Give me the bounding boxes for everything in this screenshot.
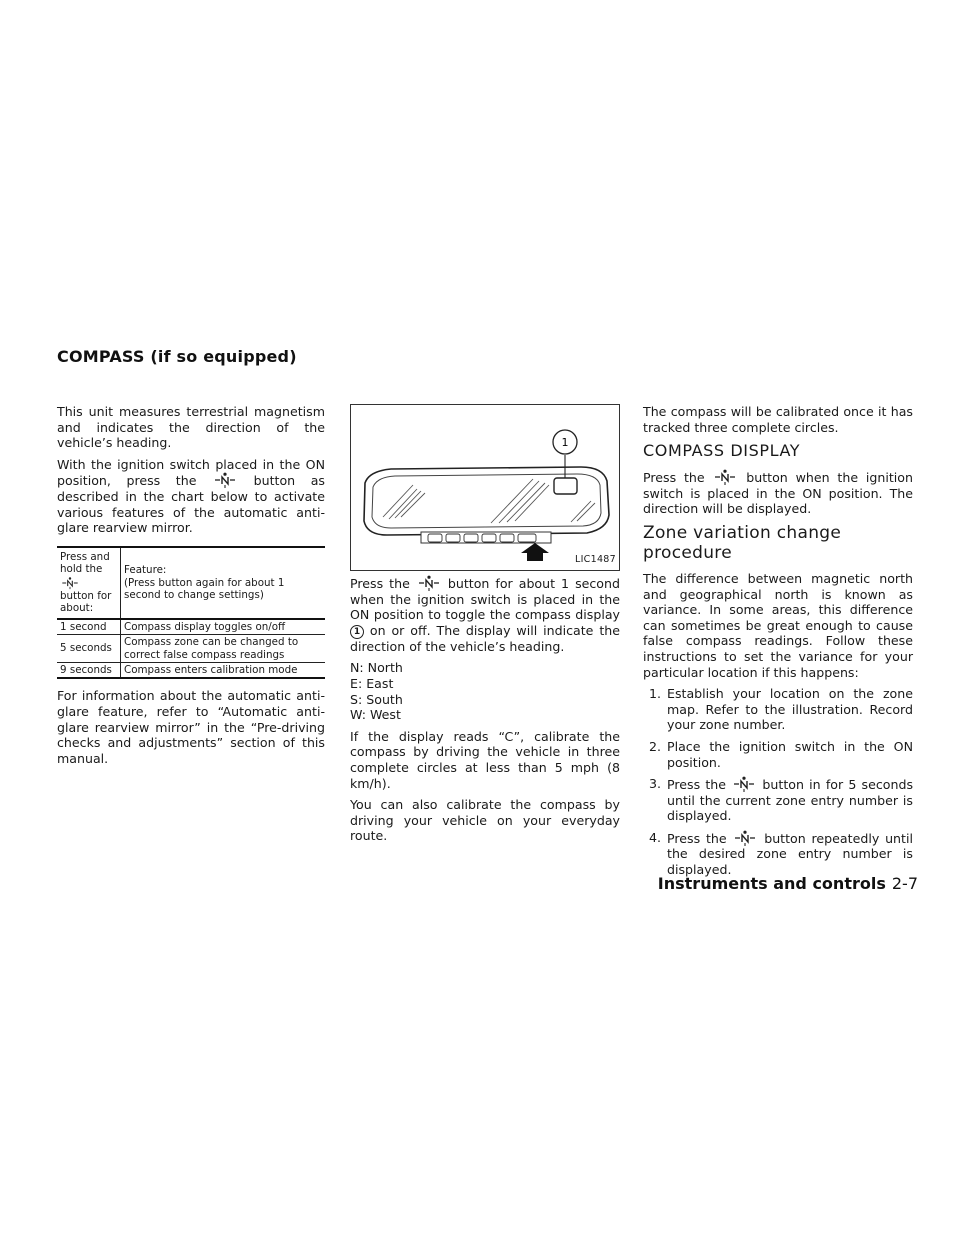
compass-display-heading: COMPASS DISPLAY xyxy=(643,441,801,461)
chart-feature-cell: Compass enters calibration mode xyxy=(121,663,326,679)
chart-header-feature: Feature: (Press button again for about 1 second to change settings) xyxy=(121,547,326,619)
step-number: 2. xyxy=(649,738,662,754)
chart-header-press-pre: Press and hold the xyxy=(60,550,110,576)
zone-steps-list xyxy=(643,686,913,878)
intro-paragraph: This unit measures terrestrial magnetism and indicates the direction of the vehicle’s heading. xyxy=(57,404,325,451)
chart-header-press-post: button for about: xyxy=(60,589,112,615)
table-row xyxy=(57,635,325,663)
list-item xyxy=(643,739,913,770)
direction-item: E: East xyxy=(350,675,394,691)
chart-header-row xyxy=(57,547,325,619)
ignition-paragraph xyxy=(57,457,325,536)
ignition-text-pre: With the ignition switch placed in the ON position, press the xyxy=(57,456,325,489)
display-text-post: button when the ignition switch is placed in the ON position. The direction will be displayed. xyxy=(643,470,913,517)
zone-variation-heading: Zone variation change procedure xyxy=(643,522,842,563)
step-text-post: button in for 5 seconds until the current zone entry number is displayed. xyxy=(667,777,913,824)
figure-callout-1: 1 xyxy=(561,436,569,449)
info-paragraph: For information about the automatic anti-glare feature, refer to “Automatic anti-glare rearview mirror” in the “Pre-driving checks and adjustments” section of this manual. xyxy=(57,688,325,766)
page-number: 2-7 xyxy=(891,874,918,893)
chart-time-cell: 9 seconds xyxy=(57,663,121,679)
footer-section-title: Instruments and controls xyxy=(657,874,886,893)
rearview-mirror-figure xyxy=(350,404,620,571)
chart-time-cell: 5 seconds xyxy=(57,635,121,663)
compass-n-icon xyxy=(212,472,238,488)
step-number: 1. xyxy=(649,686,662,702)
compass-n-icon xyxy=(416,575,442,591)
compass-n-icon xyxy=(732,830,758,846)
callout-1-icon: 1 xyxy=(350,625,364,639)
figure-label: LIC1487 xyxy=(574,554,616,566)
rearview-mirror-illustration xyxy=(351,405,618,569)
press-text-post: button for about 1 second when the ignition switch is placed in the ON position to toggle the compass display xyxy=(350,576,620,623)
chart-header-press xyxy=(57,547,121,619)
compass-button-chart xyxy=(57,546,325,680)
calibrate-paragraph: If the display reads “C”, calibrate the compass by driving the vehicle in three complete circles at less than 5 mph (8 km/h). xyxy=(350,728,620,791)
direction-list xyxy=(350,660,620,722)
column-3 xyxy=(643,404,913,884)
press-paragraph xyxy=(350,575,620,654)
step-number: 4. xyxy=(649,829,662,845)
chart-time-cell: 1 second xyxy=(57,619,121,635)
column-2 xyxy=(350,404,620,850)
step-text: Place the ignition switch in the ON position. xyxy=(667,738,913,770)
compass-n-icon xyxy=(712,469,738,485)
up-arrow-icon xyxy=(521,543,549,561)
direction-item: N: North xyxy=(350,660,403,676)
direction-item: S: South xyxy=(350,691,403,707)
list-item xyxy=(643,686,913,733)
section-heading: COMPASS (if so equipped) xyxy=(57,347,297,366)
display-text-pre: Press the xyxy=(643,470,705,486)
direction-item: W: West xyxy=(350,707,401,723)
step-number: 3. xyxy=(649,776,662,792)
step-text-pre: Press the xyxy=(667,830,727,846)
zone-intro-paragraph: The difference between magnetic north and geographical north is known as variance. In some areas, this difference can sometimes be great enough to cause false compass readings. Follow these instructions to set the variance for your particular location if this happens: xyxy=(643,570,913,680)
calibrated-paragraph: The compass will be calibrated once it has tracked three complete circles. xyxy=(643,404,913,435)
ignition-text-post: button as described in the chart below to activate various features of the automatic anti-glare rearview mirror. xyxy=(57,473,325,536)
page-footer xyxy=(658,874,918,893)
step-text-pre: Press the xyxy=(667,777,727,793)
chart-feature-cell: Compass display toggles on/off xyxy=(121,619,326,635)
step-text-post: button repeatedly until the desired zone entry number is displayed. xyxy=(667,830,913,878)
chart-feature-cell: Compass zone can be changed to correct false compass readings xyxy=(121,635,326,663)
press-text-tail: on or off. The display will indicate the direction of the vehicle’s heading. xyxy=(350,622,620,654)
everyday-paragraph: You can also calibrate the compass by driving your vehicle on your everyday route. xyxy=(350,797,620,844)
table-row xyxy=(57,619,325,635)
step-text: Establish your location on the zone map. Refer to the illustration. Record your zone number. xyxy=(667,686,913,733)
display-paragraph xyxy=(643,469,913,517)
compass-n-icon xyxy=(60,576,80,590)
column-1 xyxy=(57,404,325,772)
table-row xyxy=(57,663,325,679)
list-item xyxy=(643,830,913,878)
compass-n-icon xyxy=(731,776,757,792)
press-text-pre: Press the xyxy=(350,576,410,591)
list-item xyxy=(643,776,913,824)
